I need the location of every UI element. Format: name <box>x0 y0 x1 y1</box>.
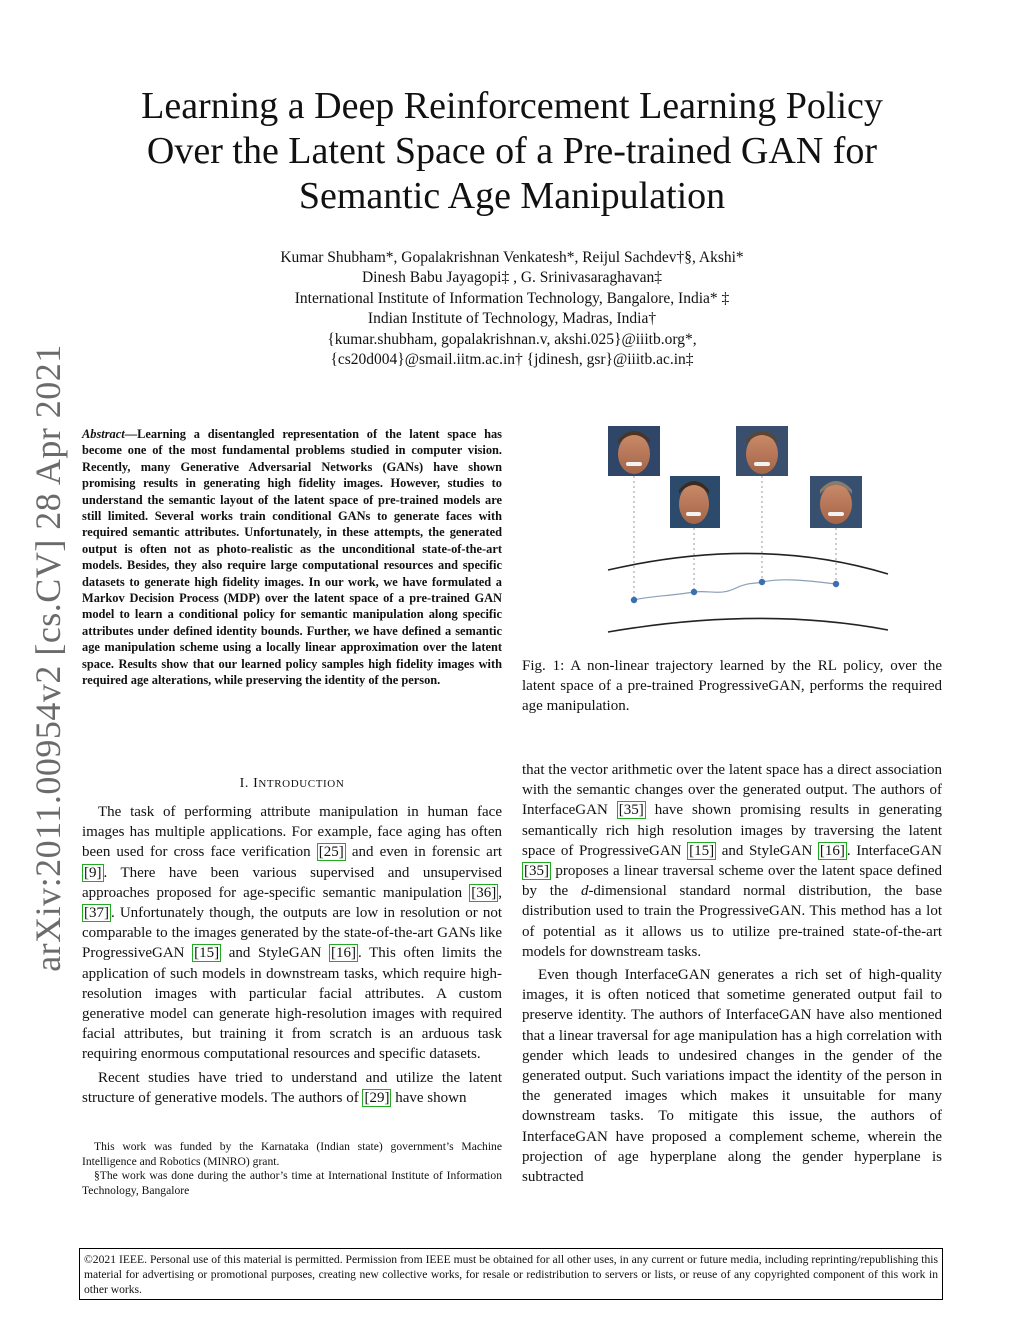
copyright-notice: ©2021 IEEE. Personal use of this material is permitted. Permission from IEEE must be obtained for all other uses, in any current or future media, including reprinting/republishing this material for advertising or promotional purposes, creating new collective works, for resale or redistribution to servers or lists, or reuse of any copyrighted component of this work in other works. <box>79 1248 943 1300</box>
citation-link[interactable]: [29] <box>364 1089 390 1106</box>
text-run: . This often limits the application of such models in downstream tasks, which require high-resolution images with particular facial attributes. A custom generative model can generate high-resolution images with required facial attributes, but training it from scratch is an arduous task requiring enormous computational resources and specific datasets. <box>82 945 502 1063</box>
figure-1 <box>560 410 940 650</box>
trajectory-path <box>634 580 836 600</box>
funding-footnote: This work was funded by the Karnataka (Indian state) government’s Machine Intelligence and Robotics (MINRO) grant. <box>82 1140 502 1168</box>
citation-link[interactable]: [15] <box>194 945 220 962</box>
manifold-upper-curve <box>608 553 888 574</box>
trajectory-point <box>833 581 839 587</box>
paper-title <box>100 84 924 219</box>
citation-link[interactable]: [9] <box>84 864 102 881</box>
face-image-3 <box>736 426 788 476</box>
trajectory-diagram <box>560 410 940 650</box>
figure-caption: Fig. 1: A non-linear trajectory learned by the RL policy, over the latent space of a pre-trained ProgressiveGAN, performs the required age manipulation. <box>522 658 942 715</box>
text-run: proposes a linear traversal scheme over the latent space defined by the <box>522 863 942 900</box>
text-run: . There have been various supervised and unsupervised approaches proposed for age-specific semantic manipulation <box>82 864 502 901</box>
affiliation: International Institute of Information Technology, Bangalore, India* ‡ <box>294 289 730 307</box>
text-run: . InterfaceGAN <box>846 842 943 859</box>
citation-link[interactable]: [15] <box>689 842 715 859</box>
text-run: and even in forensic art <box>345 844 503 861</box>
citation-link[interactable]: [16] <box>819 842 845 859</box>
face-image-2 <box>670 476 720 528</box>
abstract-label: Abstract <box>82 427 125 441</box>
abstract-text: —Learning a disentangled representation of the latent space has become one of the most fundamental problems studied in computer vision. Recently, many Generative Adversarial Networks (GANs) have shown promising results in generating high fidelity images. However, studies to understand the semantic layout of the latent space of pre-trained models are still limited. Several works train conditional GANs to generate faces with required semantic attributes. Unfortunately, in these attempts, the generated output is often not as photo-realistic as the unconditional state-of-the-art models. Besides, they also require large computational resources and specific datasets to generate high fidelity images. In our work, we have formulated a Markov Decision Process (MDP) over the latent space of a pre-trained GAN model to learn a conditional policy for semantic manipulation along specific attributes under defined identity bounds. Further, we have defined a semantic age manipulation scheme using a locally linear approximation over the latent space. Results show that our learned policy samples high fidelity images with required age alterations, while preserving the identity of the person. <box>82 427 502 688</box>
email-list: {cs20d004}@smail.iitm.ac.in† {jdinesh, gsr}@iiitb.ac.in‡ <box>330 351 694 369</box>
section-title-rest: NTRODUCTION <box>258 778 345 790</box>
trajectory-point <box>759 579 765 585</box>
text-run: The task of performing attribute manipulation in human face images has multiple applications. For example, face aging has often been used for cross face verification <box>82 804 502 861</box>
text-run: and StyleGAN <box>716 842 818 859</box>
title-line: Learning a Deep Reinforcement Learning Policy <box>141 85 883 127</box>
text-run: Recent studies have tried to understand and utilize the latent structure of generative models. The authors of <box>82 1069 502 1106</box>
text-run: -dimensional standard normal distribution, the base distribution used to train the ProgressiveGAN. This method has a lot of potential as it allows us to utilize pre-trained state-of-the-art models for downstream tasks. <box>522 883 942 960</box>
email-list: {kumar.shubham, gopalakrishnan.v, akshi.025}@iiitb.org*, <box>327 330 697 348</box>
paragraph <box>82 1068 502 1108</box>
arxiv-stamp: arXiv:2011.00954v2 [cs.CV] 28 Apr 2021 <box>28 344 68 972</box>
trajectory-point <box>631 597 637 603</box>
text-run: . Unfortunately though, the outputs are low in resolution or not comparable to the images generated by the state-of-the-art GANs like ProgressiveGAN <box>82 905 502 962</box>
section-title-first: I <box>253 776 259 791</box>
title-line: Over the Latent Space of a Pre-trained GAN for <box>146 130 878 172</box>
abstract <box>82 426 502 689</box>
title-line: Semantic Age Manipulation <box>298 175 726 217</box>
footnotes <box>82 1140 502 1198</box>
author-block <box>140 248 884 370</box>
citation-link[interactable]: [25] <box>318 844 344 861</box>
citation-link[interactable]: [16] <box>331 945 357 962</box>
trajectory-point <box>691 589 697 595</box>
text-run: that the vector arithmetic over the latent space has a direct association with the semantic changes over the generated output. The authors of InterfaceGAN <box>522 762 942 819</box>
section-number: I. <box>239 776 249 791</box>
manifold-lower-curve <box>608 618 888 632</box>
citation-link[interactable]: [35] <box>618 802 644 819</box>
section-heading <box>82 776 502 792</box>
right-column-text <box>522 760 942 1187</box>
citation-link[interactable]: [36] <box>471 884 497 901</box>
text-run: have shown promising results in generating semantically rich high resolution images by traversing the latent space of ProgressiveGAN <box>522 802 942 859</box>
affiliation: Indian Institute of Technology, Madras, India† <box>367 310 657 328</box>
text-run: , <box>498 884 502 901</box>
math-symbol: d <box>580 883 589 900</box>
author-names: Kumar Shubham*, Gopalakrishnan Venkatesh*, Reijul Sachdev†§, Akshi* <box>280 249 744 266</box>
paragraph <box>522 760 942 962</box>
author-footnote: §The work was done during the author’s time at International Institute of Information Technology, Bangalore <box>82 1169 502 1197</box>
citation-link[interactable]: [35] <box>524 863 549 880</box>
left-column-text <box>82 802 502 1108</box>
author-names: Dinesh Babu Jayagopi‡ , G. Srinivasaraghavan‡ <box>361 269 663 287</box>
text-run: and StyleGAN <box>221 945 330 962</box>
face-image-4 <box>810 476 862 528</box>
citation-link[interactable]: [37] <box>84 905 109 922</box>
paragraph: Even though InterfaceGAN generates a rich set of high-quality images, it is often noticed that sometime generated output fail to preserve identity. The authors of InterfaceGAN have also mentioned that a linear traversal for age manipulation has a high correlation with gender which leads to undesired changes in the gender of the generated output. Such variations impact the identity of the person in the generated images which makes it unsuitable for many downstream tasks. To mitigate this issue, the authors of InterfaceGAN have proposed a complement scheme, wherein the projection of age hyperplane along the gender hyperplane is subtracted <box>522 967 942 1186</box>
face-image-1 <box>608 426 660 476</box>
paragraph <box>82 802 502 1065</box>
text-run: have shown <box>391 1089 467 1106</box>
